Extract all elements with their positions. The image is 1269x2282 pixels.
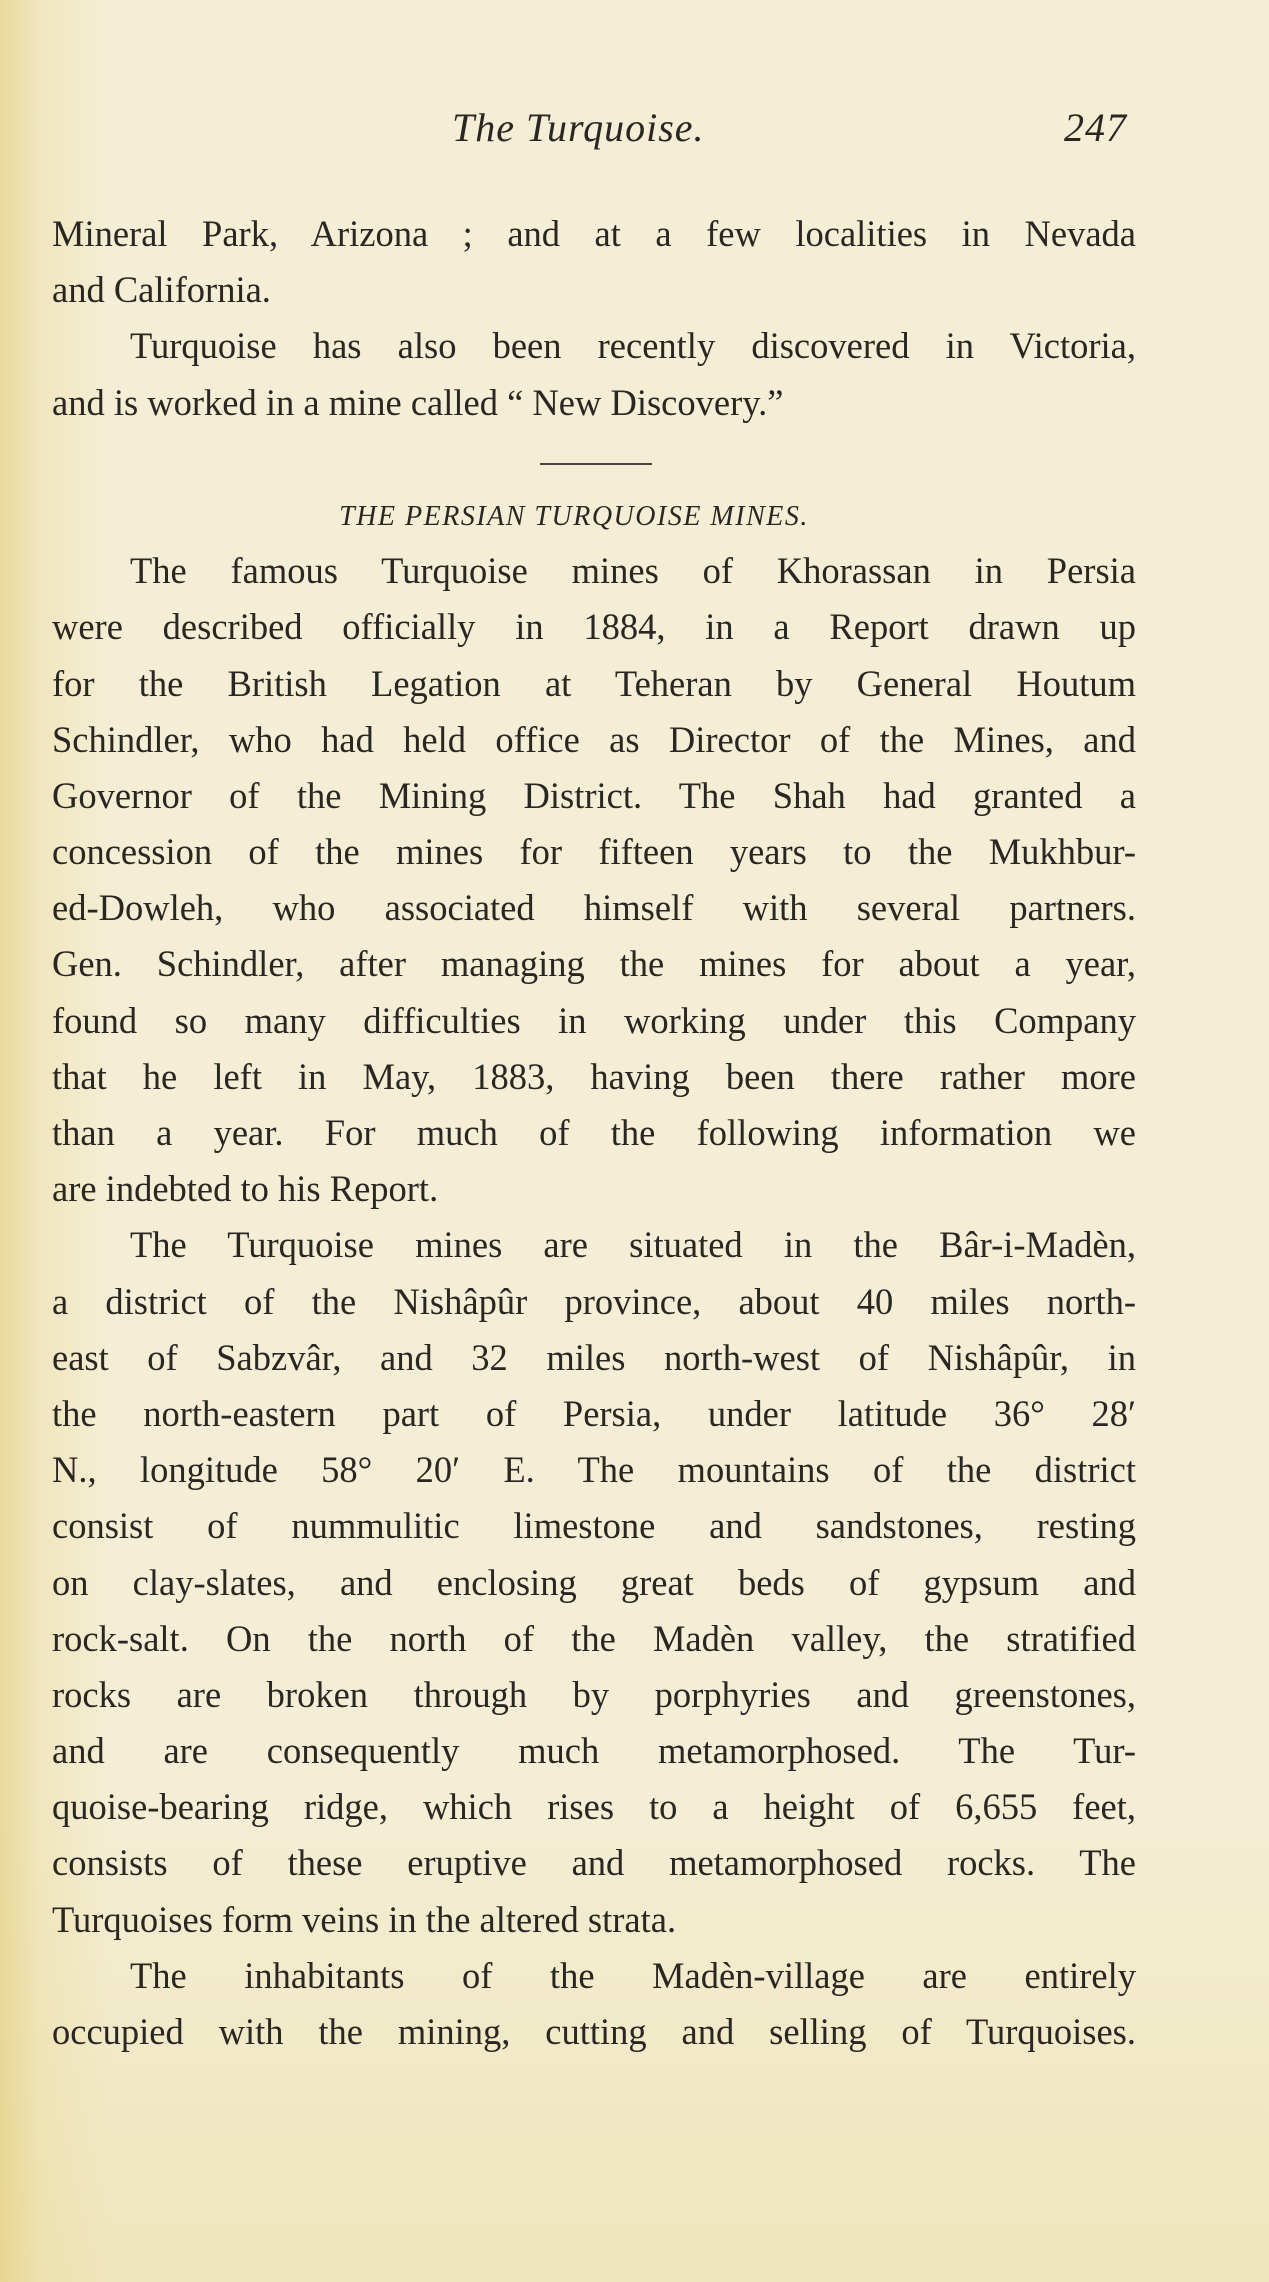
text-line: N., longitude 58° 20′ E. The mountains of the district (52, 1449, 1136, 1491)
running-header (0, 104, 1269, 154)
text-line: Turquoises form veins in the altered strata. (52, 1898, 677, 1940)
text-line: rock-salt. On the north of the Madèn valley, the stratified (52, 1617, 1136, 1659)
text-line: than a year. For much of the following information we (52, 1112, 1136, 1153)
text-line: The inhabitants of the Madèn-village are entirely (130, 1954, 1136, 1996)
text-line: The famous Turquoise mines of Khorassan in Persia (130, 550, 1136, 592)
text-line: and is worked in a mine called “ New Discovery.” (52, 381, 784, 423)
text-line: Gen. Schindler, after managing the mines for about a year, (52, 943, 1136, 985)
text-line: Mineral Park, Arizona ; and at a few localities in Nevada (52, 213, 1136, 254)
text-line: are indebted to his Report. (52, 1168, 439, 1210)
text-line: on clay-slates, and enclosing great beds of gypsum and (52, 1561, 1136, 1603)
text-line: and California. (52, 269, 271, 311)
text-line: the north-eastern part of Persia, under latitude 36° 28′ (52, 1392, 1136, 1434)
text-line: that he left in May, 1883, having been there rather more (52, 1055, 1136, 1097)
page-number: 247 (1064, 105, 1127, 150)
text-line: concession of the mines for fifteen years to the Mukhbur- (52, 831, 1136, 873)
section-heading: THE PERSIAN TURQUOISE MINES. (339, 500, 809, 532)
text-line: occupied with the mining, cutting and selling of Turquoises. (52, 2011, 1136, 2052)
body-text (52, 206, 1136, 2060)
text-line: Governor of the Mining District. The Shah had granted a (52, 774, 1136, 816)
text-line: ed-Dowleh, who associated himself with several partners. (52, 887, 1136, 929)
text-line: found so many difficulties in working under this Company (52, 999, 1136, 1041)
text-line: were described officially in 1884, in a Report drawn up (52, 606, 1136, 648)
text-line: a district of the Nishâpûr province, about 40 miles north- (52, 1280, 1136, 1322)
text-line: Turquoise has also been recently discovered in Victoria, (130, 325, 1136, 367)
text-line: and are consequently much metamorphosed. The Tur- (52, 1730, 1136, 1772)
running-title: The Turquoise. (452, 105, 705, 150)
text-line: consists of these eruptive and metamorphosed rocks. The (52, 1842, 1136, 1884)
text-line: rocks are broken through by porphyries and greenstones, (52, 1673, 1136, 1715)
text-line: consist of nummulitic limestone and sandstones, resting (52, 1505, 1136, 1547)
text-line: Schindler, who had held office as Director of the Mines, and (52, 718, 1136, 760)
section-divider (52, 431, 1136, 487)
text-line: for the British Legation at Teheran by General Houtum (52, 662, 1136, 704)
text-line: The Turquoise mines are situated in the Bâr-i-Madèn, (130, 1224, 1136, 1266)
text-line: east of Sabzvâr, and 32 miles north-west of Nishâpûr, in (52, 1336, 1136, 1378)
text-line: quoise-bearing ridge, which rises to a height of 6,655 feet, (52, 1786, 1136, 1828)
